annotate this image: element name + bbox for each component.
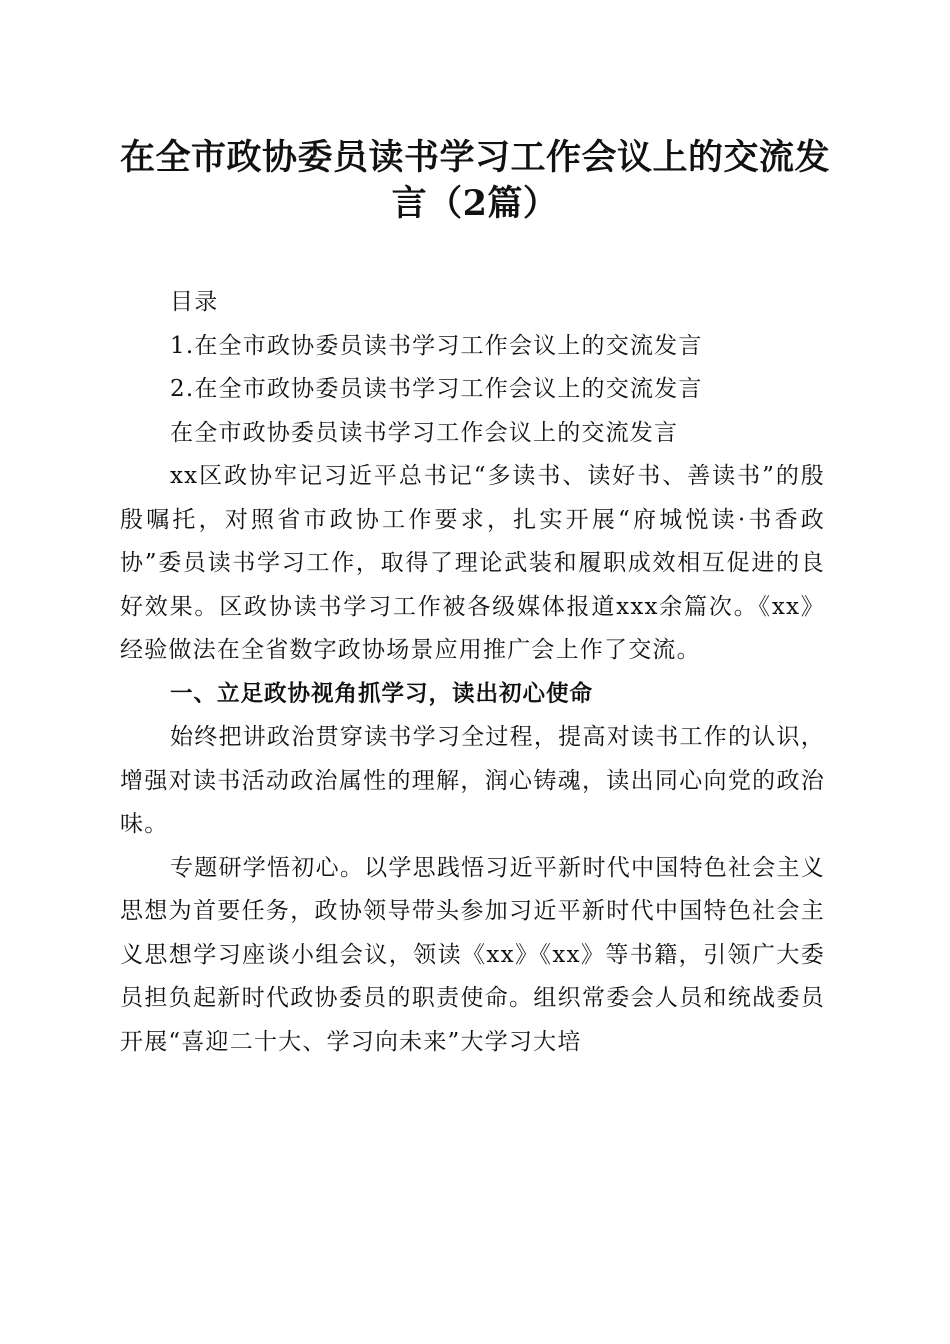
study-paragraph: 专题研学悟初心。以学思践悟习近平新时代中国特色社会主义思想为首要任务，政协领导带头参加习近平新时代中国特色社会主义思想学习座谈小组会议，领读《xx》《xx》等书籍，引领广大委员担负起新时代政协委员的职责使命。组织常委会人员和统战委员开展“喜迎二十大、学习向未来”大学习大培 [120, 854, 825, 1055]
toc-item-2: 2.在全市政协委员读书学习工作会议上的交流发言 [170, 376, 703, 402]
document-body [120, 281, 825, 1064]
section-paragraph: 始终把讲政治贯穿读书学习全过程，提高对读书工作的认识，增强对读书活动政治属性的理解，润心铸魂，读出同心向党的政治味。 [120, 724, 825, 837]
toc-item-1: 1.在全市政协委员读书学习工作会议上的交流发言 [170, 332, 703, 359]
section-heading: 一、立足政协视角抓学习，读出初心使命 [170, 680, 594, 707]
intro-paragraph: xx区政协牢记习近平总书记“多读书、读好书、善读书”的殷殷嘱托，对照省市政协工作要求，扎实开展“府城悦读·书香政协”委员读书学习工作，取得了理论武装和履职成效相互促进的良好效果。区政协读书学习工作被各级媒体报道xxx余篇次。《xx》经验做法在全省数字政协场景应用推广会上作了交流。 [120, 463, 825, 663]
document-title: 在全市政协委员读书学习工作会议上的交流发言（2篇） [119, 137, 830, 224]
article-title: 在全市政协委员读书学习工作会议上的交流发言 [170, 419, 679, 446]
toc-label: 目录 [170, 289, 219, 315]
